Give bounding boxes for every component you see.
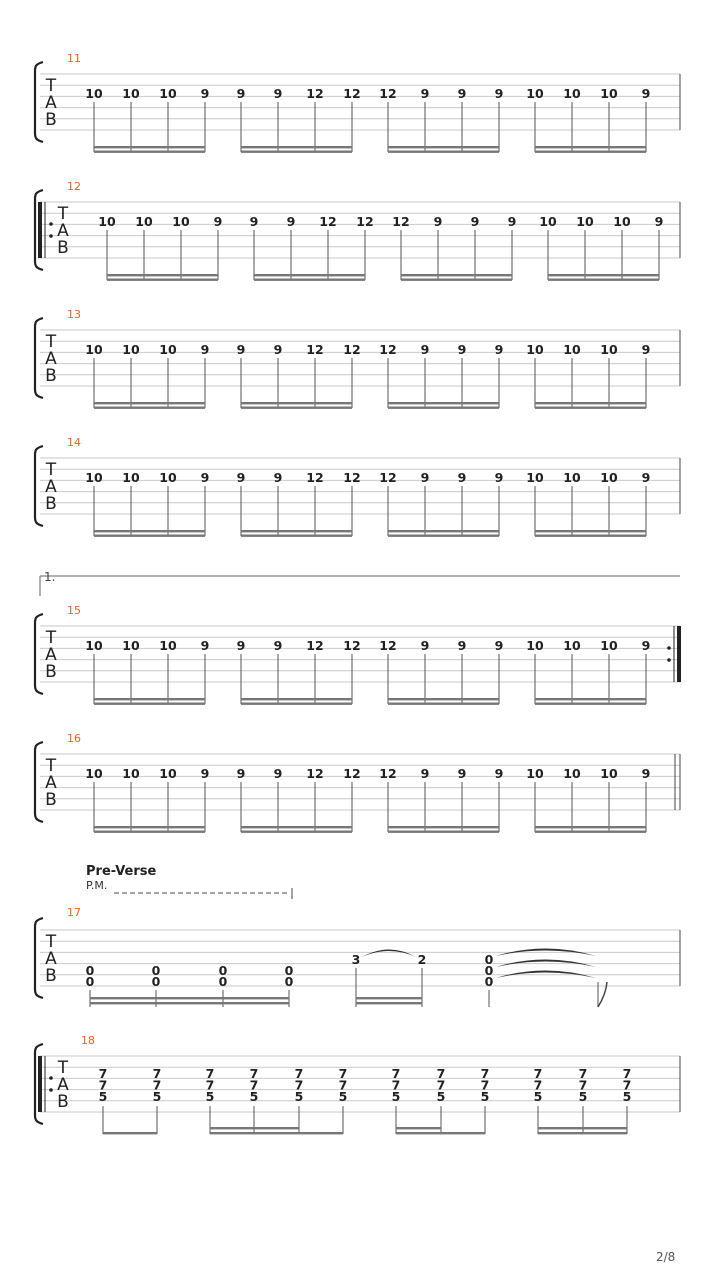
tab-letter-b: B	[45, 366, 57, 386]
fret-number: 12	[343, 342, 361, 357]
tab-letter-t: T	[45, 460, 57, 480]
beam	[254, 274, 365, 276]
fret-number: 9	[236, 86, 246, 101]
fret-number: 7	[533, 1077, 543, 1093]
fret-number: 10	[563, 86, 581, 101]
fret-number: 0	[151, 974, 161, 989]
tab-letter-b: B	[45, 110, 57, 130]
fret-number: 9	[507, 214, 517, 229]
repeat-dot	[49, 234, 53, 238]
beam	[241, 151, 352, 153]
fret-number: 9	[433, 214, 443, 229]
beam	[241, 826, 352, 828]
beam	[94, 831, 205, 833]
fret-number: 7	[391, 1066, 401, 1081]
tab-letter-t: T	[45, 756, 57, 776]
tab-letter-a: A	[45, 645, 57, 665]
fret-number: 7	[294, 1066, 304, 1081]
fret-number: 9	[641, 638, 651, 653]
fret-number: 10	[159, 638, 177, 653]
page-number: 2/8	[656, 1250, 676, 1264]
fret-number: 7	[98, 1077, 108, 1093]
repeat-end-bar	[677, 626, 681, 682]
fret-number: 10	[526, 470, 544, 485]
repeat-start-bar	[38, 1056, 42, 1112]
beam	[241, 530, 352, 532]
fret-number: 5	[205, 1088, 215, 1104]
fret-number: 0	[484, 952, 494, 967]
tie	[496, 971, 596, 979]
beam	[94, 146, 205, 148]
fret-number: 5	[152, 1088, 162, 1104]
fret-number: 9	[494, 86, 504, 101]
fret-number: 7	[338, 1077, 348, 1093]
tab-letter-b: B	[45, 494, 57, 514]
beam	[388, 826, 499, 828]
beam	[241, 698, 352, 700]
fret-number: 10	[135, 214, 153, 229]
tab-letter-a: A	[45, 949, 57, 969]
fret-number: 10	[600, 342, 618, 357]
beam	[388, 698, 499, 700]
fret-number: 10	[85, 766, 103, 781]
tab-letter-b: B	[57, 238, 69, 258]
beam	[535, 402, 646, 404]
fret-number: 10	[159, 342, 177, 357]
fret-number: 5	[480, 1088, 490, 1104]
repeat-dot	[49, 222, 53, 226]
fret-number: 12	[379, 86, 397, 101]
beam	[94, 151, 205, 153]
beam	[548, 279, 659, 281]
fret-number: 9	[236, 638, 246, 653]
fret-number: 7	[98, 1066, 108, 1081]
fret-number: 10	[85, 638, 103, 653]
beam	[401, 279, 512, 281]
fret-number: 9	[420, 638, 430, 653]
beam	[535, 407, 646, 409]
fret-number: 12	[306, 638, 324, 653]
fret-number: 9	[641, 470, 651, 485]
fret-number: 10	[85, 470, 103, 485]
fret-number: 9	[457, 638, 467, 653]
fret-number: 9	[273, 470, 283, 485]
fret-number: 10	[122, 638, 140, 653]
fret-number: 10	[122, 86, 140, 101]
fret-number: 9	[494, 342, 504, 357]
fret-number: 12	[392, 214, 410, 229]
beam	[535, 698, 646, 700]
fret-number: 10	[600, 470, 618, 485]
fret-number: 7	[578, 1077, 588, 1093]
tab-letter-t: T	[45, 932, 57, 952]
beam	[107, 279, 218, 281]
beam	[538, 1132, 627, 1134]
fret-number: 12	[379, 342, 397, 357]
beam	[90, 1002, 289, 1004]
fret-number: 9	[641, 86, 651, 101]
beam	[90, 997, 289, 999]
tab-letter-a: A	[45, 349, 57, 369]
beam	[254, 279, 365, 281]
repeat-start-bar	[38, 202, 42, 258]
fret-number: 10	[526, 342, 544, 357]
fret-number: 12	[343, 638, 361, 653]
tab-letter-b: B	[45, 966, 57, 986]
fret-number: 9	[200, 470, 210, 485]
fret-number: 10	[172, 214, 190, 229]
fret-number: 9	[420, 766, 430, 781]
fret-number: 12	[379, 638, 397, 653]
beam	[388, 703, 499, 705]
fret-number: 12	[306, 766, 324, 781]
measure-number: 15	[67, 604, 81, 617]
beam	[535, 703, 646, 705]
fret-number: 5	[533, 1088, 543, 1104]
fret-number: 9	[213, 214, 223, 229]
beam	[94, 698, 205, 700]
beam	[396, 1132, 485, 1134]
fret-number: 9	[470, 214, 480, 229]
fret-number: 7	[622, 1066, 632, 1081]
fret-number: 12	[306, 342, 324, 357]
fret-number: 7	[294, 1077, 304, 1093]
beam	[535, 535, 646, 537]
fret-number: 10	[159, 86, 177, 101]
fret-number: 10	[563, 638, 581, 653]
fret-number: 10	[600, 766, 618, 781]
repeat-dot	[667, 658, 671, 662]
fret-number: 10	[122, 766, 140, 781]
beam	[535, 826, 646, 828]
fret-number: 12	[356, 214, 374, 229]
beam	[356, 1002, 422, 1004]
fret-number: 10	[563, 766, 581, 781]
fret-number: 9	[273, 766, 283, 781]
tab-letter-t: T	[45, 332, 57, 352]
fret-number: 9	[236, 342, 246, 357]
beam	[241, 703, 352, 705]
repeat-dot	[49, 1088, 53, 1092]
fret-number: 10	[539, 214, 557, 229]
fret-number: 5	[622, 1088, 632, 1104]
fret-number: 9	[236, 766, 246, 781]
beam	[548, 274, 659, 276]
fret-number: 9	[457, 470, 467, 485]
beam	[388, 402, 499, 404]
fret-number: 9	[420, 470, 430, 485]
fret-number: 7	[533, 1066, 543, 1081]
fret-number: 9	[200, 86, 210, 101]
beam	[396, 1127, 441, 1129]
fret-number: 10	[98, 214, 116, 229]
fret-number: 5	[338, 1088, 348, 1104]
tab-letter-t: T	[57, 1058, 69, 1078]
fret-number: 10	[600, 638, 618, 653]
repeat-dot	[667, 646, 671, 650]
fret-number: 2	[417, 952, 427, 967]
beam	[94, 402, 205, 404]
beam	[241, 535, 352, 537]
beam	[388, 831, 499, 833]
fret-number: 10	[576, 214, 594, 229]
fret-number: 9	[420, 342, 430, 357]
fret-number: 0	[218, 974, 228, 989]
slur	[362, 950, 416, 958]
fret-number: 12	[319, 214, 337, 229]
fret-number: 7	[622, 1077, 632, 1093]
beam	[103, 1132, 157, 1134]
beam	[388, 407, 499, 409]
fret-number: 7	[205, 1077, 215, 1093]
beam	[388, 151, 499, 153]
fret-number: 9	[494, 638, 504, 653]
fret-number: 5	[391, 1088, 401, 1104]
fret-number: 10	[526, 638, 544, 653]
fret-number: 10	[85, 86, 103, 101]
fret-number: 9	[420, 86, 430, 101]
fret-number: 7	[480, 1077, 490, 1093]
beam	[388, 535, 499, 537]
fret-number: 7	[152, 1066, 162, 1081]
fret-number: 7	[391, 1077, 401, 1093]
fret-number: 10	[122, 470, 140, 485]
fret-number: 12	[343, 470, 361, 485]
fret-number: 9	[654, 214, 664, 229]
beam	[241, 402, 352, 404]
fret-number: 7	[249, 1066, 259, 1081]
fret-number: 9	[273, 638, 283, 653]
fret-number: 10	[600, 86, 618, 101]
fret-number: 0	[284, 974, 294, 989]
fret-number: 9	[286, 214, 296, 229]
tab-letter-a: A	[45, 773, 57, 793]
section-label-pre-verse: Pre-Verse	[86, 864, 157, 879]
beam	[356, 997, 422, 999]
beam	[535, 151, 646, 153]
fret-number: 0	[284, 963, 294, 978]
beam	[210, 1127, 299, 1129]
fret-number: 9	[494, 470, 504, 485]
fret-number: 7	[205, 1066, 215, 1081]
fret-number: 12	[379, 766, 397, 781]
tab-letter-b: B	[57, 1092, 69, 1112]
palm-mute-label: P.M.	[86, 879, 108, 892]
fret-number: 5	[98, 1088, 108, 1104]
fret-number: 12	[306, 86, 324, 101]
measure-number: 13	[67, 308, 81, 321]
fret-number: 9	[457, 342, 467, 357]
beam	[94, 407, 205, 409]
fret-number: 0	[484, 963, 494, 978]
tab-letter-a: A	[57, 221, 69, 241]
beam	[241, 146, 352, 148]
tab-letter-t: T	[57, 204, 69, 224]
fret-number: 7	[338, 1066, 348, 1081]
beam	[535, 530, 646, 532]
measure-number: 11	[67, 52, 81, 65]
beam	[401, 274, 512, 276]
fret-number: 9	[457, 86, 467, 101]
tab-letter-t: T	[45, 76, 57, 96]
beam	[388, 146, 499, 148]
fret-number: 10	[159, 470, 177, 485]
beam	[535, 831, 646, 833]
fret-number: 7	[436, 1066, 446, 1081]
fret-number: 10	[122, 342, 140, 357]
tab-letter-a: A	[57, 1075, 69, 1095]
beam	[241, 831, 352, 833]
fret-number: 0	[85, 963, 95, 978]
tab-letter-b: B	[45, 662, 57, 682]
fret-number: 9	[641, 766, 651, 781]
beam	[107, 274, 218, 276]
fret-number: 5	[436, 1088, 446, 1104]
repeat-dot	[49, 1076, 53, 1080]
fret-number: 9	[494, 766, 504, 781]
fret-number: 10	[526, 766, 544, 781]
fret-number: 5	[578, 1088, 588, 1104]
fret-number: 9	[200, 766, 210, 781]
fret-number: 7	[436, 1077, 446, 1093]
fret-number: 9	[200, 638, 210, 653]
measure-number: 16	[67, 732, 81, 745]
fret-number: 9	[249, 214, 259, 229]
fret-number: 0	[484, 974, 494, 989]
beam	[210, 1132, 343, 1134]
beam	[94, 535, 205, 537]
fret-number: 10	[613, 214, 631, 229]
beam	[388, 530, 499, 532]
tab-letter-t: T	[45, 628, 57, 648]
measure-number: 18	[81, 1034, 95, 1047]
fret-number: 0	[85, 974, 95, 989]
beam	[538, 1127, 627, 1129]
fret-number: 9	[273, 342, 283, 357]
fret-number: 7	[578, 1066, 588, 1081]
fret-number: 7	[152, 1077, 162, 1093]
measure-number: 14	[67, 436, 81, 449]
tab-letter-b: B	[45, 790, 57, 810]
beam	[94, 530, 205, 532]
fret-number: 0	[151, 963, 161, 978]
fret-number: 10	[526, 86, 544, 101]
fret-number: 9	[236, 470, 246, 485]
fret-number: 12	[306, 470, 324, 485]
fret-number: 12	[379, 470, 397, 485]
fret-number: 0	[218, 963, 228, 978]
tab-letter-a: A	[45, 477, 57, 497]
fret-number: 9	[641, 342, 651, 357]
fret-number: 12	[343, 86, 361, 101]
fret-number: 10	[563, 342, 581, 357]
beam	[94, 703, 205, 705]
fret-number: 7	[480, 1066, 490, 1081]
fret-number: 5	[294, 1088, 304, 1104]
fret-number: 10	[563, 470, 581, 485]
fret-number: 7	[249, 1077, 259, 1093]
beam	[535, 146, 646, 148]
volta-label: 1.	[44, 570, 56, 584]
beam	[241, 407, 352, 409]
fret-number: 9	[457, 766, 467, 781]
measure-number: 17	[67, 906, 81, 919]
fret-number: 5	[249, 1088, 259, 1104]
beam	[94, 826, 205, 828]
fret-number: 9	[200, 342, 210, 357]
tab-letter-a: A	[45, 93, 57, 113]
fret-number: 10	[85, 342, 103, 357]
fret-number: 9	[273, 86, 283, 101]
fret-number: 12	[343, 766, 361, 781]
fret-number: 3	[351, 952, 361, 967]
fret-number: 10	[159, 766, 177, 781]
measure-number: 12	[67, 180, 81, 193]
